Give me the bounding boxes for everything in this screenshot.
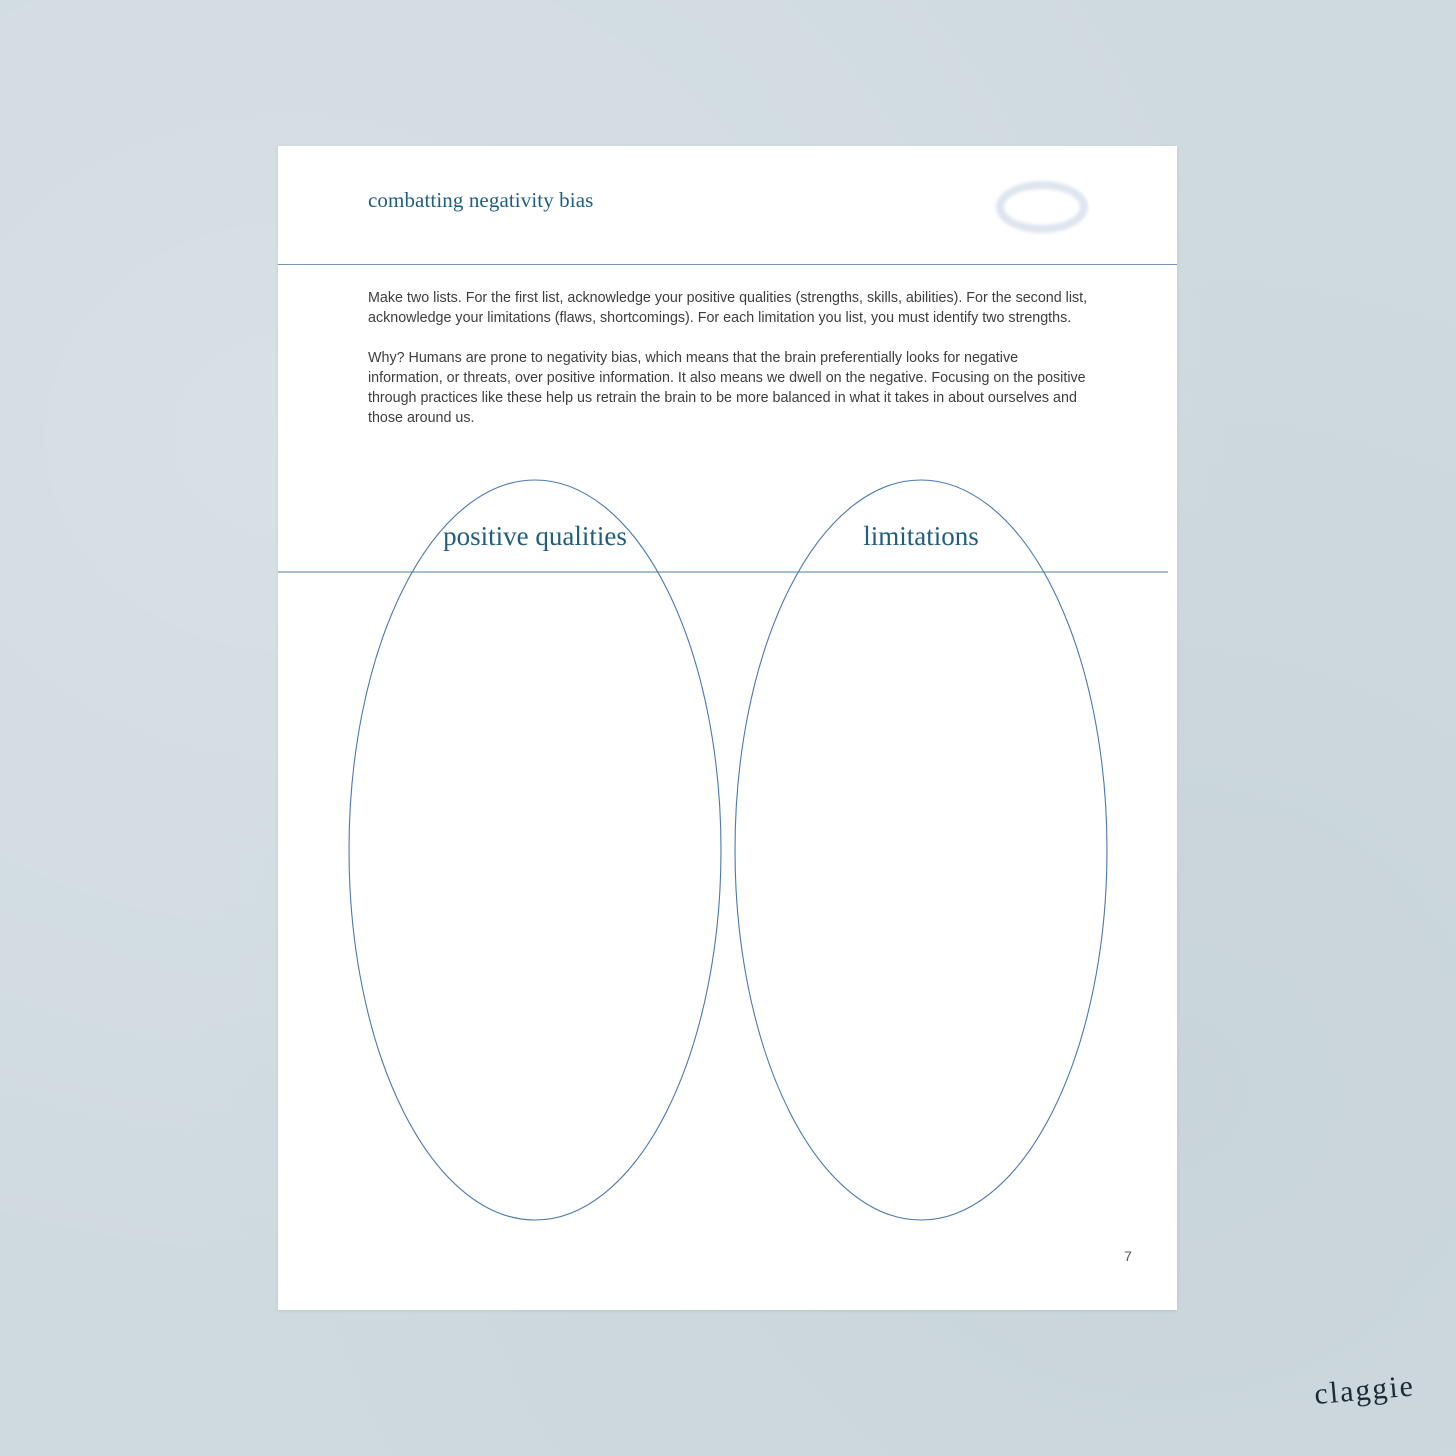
worksheet-page xyxy=(278,146,1177,1310)
positive-qualities-label: positive qualities xyxy=(443,521,627,551)
limitations-oval[interactable] xyxy=(735,480,1107,1220)
brand-logo: claggie xyxy=(1313,1369,1417,1412)
limitations-label: limitations xyxy=(863,521,979,551)
list-ovals xyxy=(278,146,1177,1310)
positive-qualities-oval[interactable] xyxy=(349,480,721,1220)
instructions-paragraph-1: Make two lists. For the first list, acknowledge your positive qualities (strengths, skills, abilities). For the second list, acknowledge your limitations (flaws, shortcomings). For each limitation you list, you must identify two strengths. xyxy=(368,290,1088,326)
instructions-paragraph-2: Why? Humans are prone to negativity bias, which means that the brain preferentially looks for negative information, or threats, over positive information. It also means we dwell on the negative. Focusing on the positive through practices like these help us retrain the brain to be more balanced in what it takes in about ourselves and those around us. xyxy=(368,350,1086,426)
page-title: combatting negativity bias xyxy=(368,188,594,212)
page-number: 7 xyxy=(1124,1248,1132,1264)
